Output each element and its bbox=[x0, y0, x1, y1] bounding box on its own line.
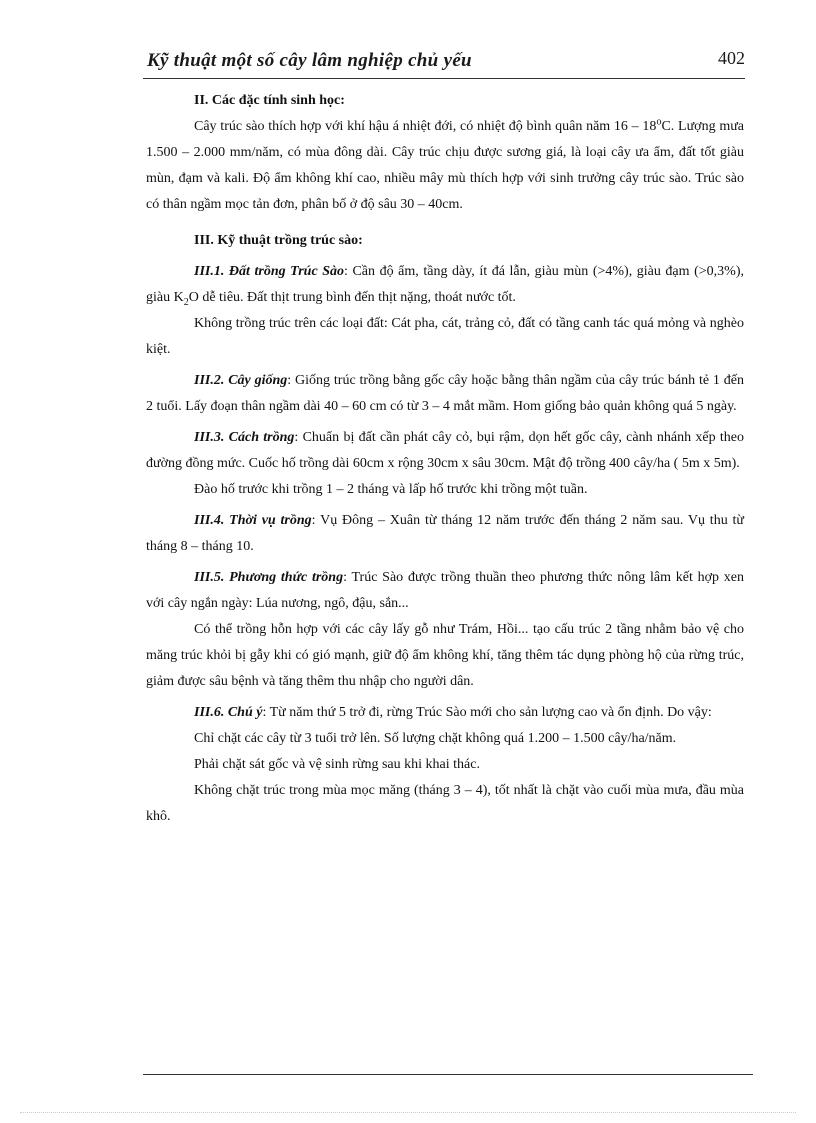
paragraph-mode bbox=[146, 565, 744, 617]
paragraph-method bbox=[146, 425, 744, 477]
section-heading-biology: II. Các đặc tính sinh học: bbox=[194, 93, 345, 108]
paragraph-text: : Chuẩn bị đất cần phát cây cỏ, bụi rậm, dọn hết gốc cây, cành nhánh xếp theo đường đồng mức. Cuốc hố trồng dài 60cm x rộng 30cm x sâu 30cm. Mật độ trồng 400 cây/ha ( 5m x 5m). bbox=[146, 430, 744, 471]
header-divider bbox=[143, 78, 745, 79]
paragraph-soil bbox=[146, 259, 744, 311]
paragraph-text: : Trúc Sào được trồng thuần theo phương thức nông lâm kết hợp xen với cây ngắn ngày: Lúa nương, ngô, đậu, sắn... bbox=[146, 570, 744, 611]
paragraph-method-note: Đào hố trước khi trồng 1 – 2 tháng và lấp hố trước khi trồng một tuần. bbox=[194, 482, 588, 497]
paragraph-biology bbox=[146, 114, 744, 218]
paragraph-text: : Từ năm thứ 5 trở đi, rừng Trúc Sào mới cho sản lượng cao và ổn định. Do vậy: bbox=[262, 705, 712, 720]
subsection-label: III.2. Cây giống bbox=[194, 373, 288, 388]
paragraph-note-2: Chỉ chặt các cây từ 3 tuổi trở lên. Số lượng chặt không quá 1.200 – 1.500 cây/ha/năm. bbox=[194, 731, 677, 746]
subsection-label: III.5. Phương thức trồng bbox=[194, 570, 344, 585]
subsection-label: III.1. Đất trồng Trúc Sào bbox=[194, 264, 345, 279]
section-heading-planting: III. Kỹ thuật trồng trúc sào: bbox=[194, 233, 363, 248]
paragraph-text: Cây trúc sào thích hợp với khí hậu á nhiệt đới, có nhiệt độ bình quân năm 16 – 18 bbox=[194, 119, 657, 134]
paragraph-text: O dễ tiêu. Đất thịt trung bình đến thịt nặng, thoát nước tốt. bbox=[188, 290, 516, 305]
paragraph-seedling bbox=[146, 368, 744, 420]
paragraph-note bbox=[146, 700, 744, 726]
degree-superscript: o bbox=[656, 116, 662, 128]
document-body bbox=[146, 88, 744, 830]
paragraph-mode-note: Có thể trồng hỗn hợp với các cây lấy gỗ như Trám, Hồi... tạo cấu trúc 2 tầng nhằm bảo vệ cho măng trúc khỏi bị gẫy khi có gió mạnh, giữ độ ẩm không khí, tăng thêm tác dụng phòng hộ của rừng trúc, giảm được sâu bệnh và tăng thêm thu nhập cho người dân. bbox=[146, 622, 744, 689]
footer-divider bbox=[143, 1074, 753, 1075]
header-title: Kỹ thuật một số cây lâm nghiệp chủ yếu bbox=[147, 50, 472, 71]
page-header bbox=[143, 40, 745, 80]
subsection-label: III.4. Thời vụ trồng bbox=[194, 513, 312, 528]
page-bottom-border bbox=[20, 1112, 796, 1113]
paragraph-note-3: Phải chặt sát gốc và vệ sinh rừng sau khi khai thác. bbox=[194, 757, 480, 772]
paragraph-text: : Vụ Đông – Xuân từ tháng 12 năm trước đến tháng 2 năm sau. Vụ thu từ tháng 8 – tháng 10. bbox=[146, 513, 744, 554]
subscript: 2 bbox=[183, 296, 189, 308]
paragraph-soil-note: Không trồng trúc trên các loại đất: Cát pha, cát, trảng cỏ, đất có tầng canh tác quá mỏng và nghèo kiệt. bbox=[146, 316, 744, 357]
paragraph-text: : Cần độ ẩm, tầng dày, ít đá lẫn, giàu mùn (>4%), giàu đạm (>0,3%), giàu K bbox=[146, 264, 744, 305]
paragraph-text: : Giống trúc trồng bằng gốc cây hoặc bằng thân ngầm của cây trúc bánh tẻ 1 đến 2 tuổi. Lấy đoạn thân ngầm dài 40 – 60 cm có từ 3 – 4 mắt mầm. Hom giống bảo quản không quá 5 ngày. bbox=[146, 373, 744, 414]
subsection-label: III.3. Cách trồng bbox=[194, 430, 295, 445]
page-number: 402 bbox=[718, 48, 745, 68]
paragraph-text: C. Lượng mưa 1.500 – 2.000 mm/năm, có mùa đông dài. Cây trúc chịu được sương giá, là loại cây ưa ẩm, đất tốt giàu mùn, đạm và kali. Độ ẩm không khí cao, nhiều mây mù thích hợp với sinh trưởng cây trúc sào. Trúc sào có thân ngầm mọc tản đơn, phân bố ở độ sâu 30 – 40cm. bbox=[146, 119, 745, 212]
paragraph-season bbox=[146, 508, 744, 560]
paragraph-note-4: Không chặt trúc trong mùa mọc măng (tháng 3 – 4), tốt nhất là chặt vào cuối mùa mưa, đầu mùa khô. bbox=[146, 783, 744, 824]
subsection-label: III.6. Chú ý bbox=[194, 705, 263, 720]
